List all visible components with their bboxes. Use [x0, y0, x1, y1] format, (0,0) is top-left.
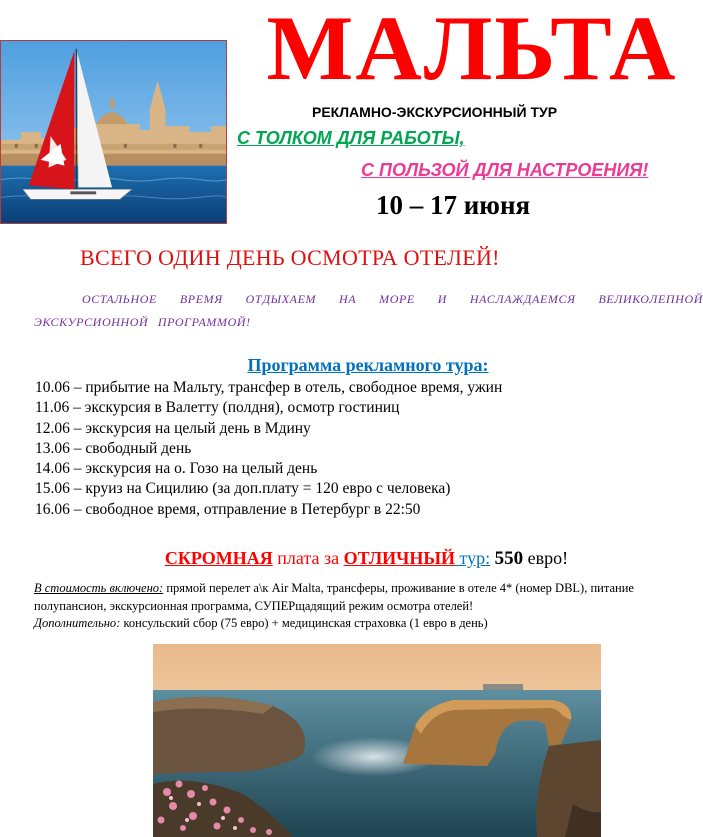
price-line [0, 548, 703, 570]
price-amount: 550 [494, 548, 524, 569]
intro-text: ОСТАЛЬНОЕ ВРЕМЯ ОТДЫХАЕМ НА МОРЕ И НАСЛАЖДАЕМСЯ ВЕЛИКОЛЕПНОЙ ЭКСКУРСИОННОЙ ПРОГРАММОЙ! [34, 292, 703, 329]
program-list [35, 378, 502, 520]
program-heading: Программа рекламного тура: [247, 355, 489, 375]
additional-line [34, 615, 684, 633]
slogan-work: С ТОЛКОМ ДЛЯ РАБОТЫ, [237, 128, 465, 148]
program-item: 16.06 – свободное время, отправление в Петербург в 22:50 [35, 500, 421, 518]
page-title: МАЛЬТА [266, 0, 678, 99]
price-word-excellent: ОТЛИЧНЫЙ [343, 548, 456, 568]
program-item: 13.06 – свободный день [35, 439, 192, 457]
hotel-inspection-headline: ВСЕГО ОДИН ДЕНЬ ОСМОТРА ОТЕЛЕЙ! [80, 245, 500, 270]
price-text-tour: тур: [455, 548, 491, 568]
price-details [34, 580, 684, 633]
price-word-modest: СКРОМНАЯ [164, 548, 273, 568]
program-item: 12.06 – экскурсия на целый день в Мдину [35, 419, 311, 437]
program-item: 15.06 – круиз на Сицилию (за доп.плату = 120 евро с человека) [35, 480, 451, 498]
included-label: В стоимость включено: [34, 581, 164, 595]
program-item: 14.06 – экскурсия на о. Гозо на целый день [35, 460, 318, 478]
included-line [34, 580, 684, 615]
tour-subtitle: РЕКЛАМНО-ЭКСКУРСИОННЫЙ ТУР [312, 104, 558, 120]
price-currency: евро! [523, 548, 569, 568]
malta-coast-arch-photo [153, 644, 601, 837]
tour-dates: 10 – 17 июня [376, 190, 531, 220]
program-item: 11.06 – экскурсия в Валетту (полдня), осмотр гостиниц [35, 399, 400, 417]
slogan-mood: С ПОЛЬЗОЙ ДЛЯ НАСТРОЕНИЯ! [361, 160, 649, 180]
program-item: 10.06 – прибытие на Мальту, трансфер в отель, свободное время, ужин [35, 379, 503, 396]
valletta-sailboat-photo [0, 40, 227, 224]
additional-text: консульский сбор (75 евро) + медицинская страховка (1 евро в день) [120, 616, 488, 630]
included-text: прямой перелет а\к Air Malta, трансферы, проживание в отеле 4* (номер DBL), питание полупансион, экскурсионная программа, СУПЕРщадящий режим осмотра отелей! [34, 581, 634, 613]
price-text-fee: плата за [272, 548, 344, 568]
additional-label: Дополнительно: [34, 616, 121, 630]
